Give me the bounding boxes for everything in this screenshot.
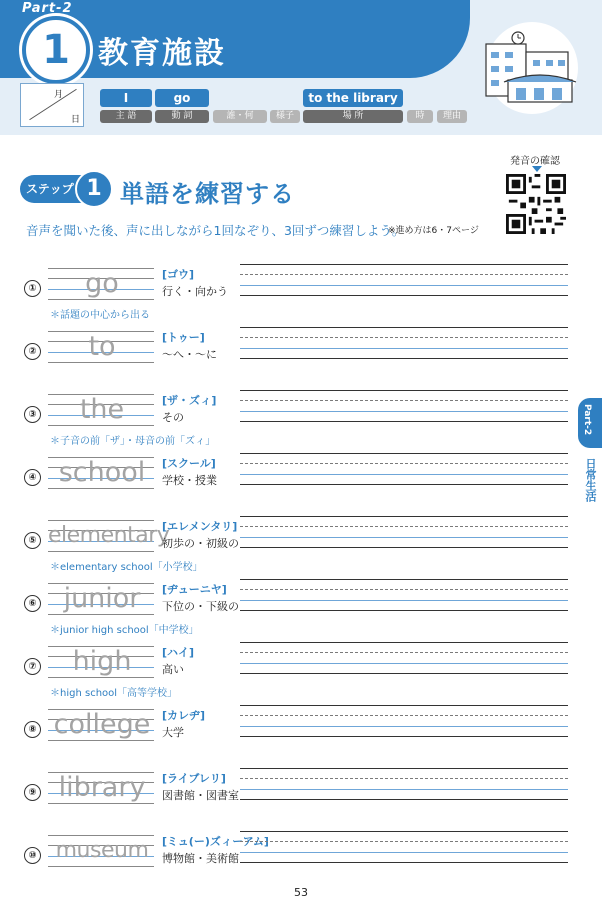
meaning: 大学 [162, 726, 184, 739]
practice-lines[interactable] [240, 831, 568, 871]
day-label: 日 [71, 115, 81, 125]
row-number: ② [24, 343, 41, 360]
qr-label: 発音の確認 [510, 156, 560, 167]
word-row [0, 573, 602, 636]
meaning: 行く・向かう [162, 285, 228, 298]
meaning: 図書館・図書室 [162, 789, 239, 802]
sentence-label-place: 場 所 [303, 110, 403, 123]
practice-lines[interactable] [240, 642, 568, 682]
row-number: ③ [24, 406, 41, 423]
pronunciation: [ミュ(ー)ズィーアム] [162, 835, 269, 848]
row-number: ⑨ [24, 784, 41, 801]
pronunciation: [ゴウ] [162, 268, 195, 281]
word-row [0, 321, 602, 381]
practice-lines[interactable] [240, 579, 568, 619]
word-row [0, 636, 602, 699]
trace-word: museum [55, 838, 149, 863]
meaning: 学校・授業 [162, 474, 217, 487]
meaning: その [162, 411, 184, 424]
row-number: ⑤ [24, 532, 41, 549]
word-row [0, 762, 602, 822]
practice-lines[interactable] [240, 705, 568, 745]
step-title: 単語を練習する [120, 180, 295, 208]
trace-word: school [58, 457, 146, 488]
pronunciation: [カレヂ] [162, 709, 206, 722]
word-row [0, 825, 602, 885]
sentence-label-subject: 主 語 [100, 110, 152, 123]
date-box[interactable] [20, 83, 84, 127]
trace-word: the [79, 394, 125, 425]
page-title: 教育施設 [98, 36, 226, 71]
word-row [0, 510, 602, 573]
row-number: ⑦ [24, 658, 41, 675]
instruction-note: ※進め方は6・7ページ [388, 226, 479, 236]
practice-lines[interactable] [240, 264, 568, 304]
practice-lines[interactable] [240, 453, 568, 493]
word-note: ＊elementary school「小学校」 [50, 562, 203, 573]
meaning: 博物館・美術館 [162, 852, 239, 865]
trace-word: go [85, 268, 119, 299]
row-number: ④ [24, 469, 41, 486]
lesson-number: 1 [22, 16, 90, 84]
pronunciation: [ライブレリ] [162, 772, 226, 785]
trace-word: college [53, 709, 151, 740]
sentence-word-verb: go [155, 89, 209, 107]
meaning: 〜へ・〜に [162, 348, 217, 361]
pronunciation: [ヂューニヤ] [162, 583, 227, 596]
step-label: ステップ [26, 182, 74, 196]
word-row [0, 699, 602, 759]
sentence-word-subject: I [100, 89, 152, 107]
practice-lines[interactable] [240, 768, 568, 808]
step-number: 1 [75, 170, 113, 208]
word-row [0, 447, 602, 507]
sentence-word-place: to the library [303, 89, 403, 107]
qr-arrow-icon [532, 166, 542, 172]
side-tab [578, 398, 602, 588]
row-number: ⑩ [24, 847, 41, 864]
word-row [0, 384, 602, 447]
meaning: 高い [162, 663, 184, 676]
trace-word: junior [63, 583, 141, 614]
pronunciation: [スクール] [162, 457, 216, 470]
side-tab-part: Part-2 [578, 398, 602, 448]
part-label: Part-2 [22, 1, 73, 16]
side-tab-label: 日常生活 [584, 458, 597, 502]
trace-word: to [88, 331, 116, 362]
pronunciation: [ハイ] [162, 646, 195, 659]
date-divider [29, 89, 77, 120]
practice-lines[interactable] [240, 516, 568, 556]
sentence-label-time: 時 [407, 110, 433, 123]
pronunciation: [トゥー] [162, 331, 205, 344]
row-number: ⑥ [24, 595, 41, 612]
word-note: ＊話題の中心から出る [50, 310, 150, 321]
sentence-label-manner: 様子 [270, 110, 300, 123]
word-row [0, 258, 602, 321]
pronunciation: [ザ・ズィ] [162, 394, 217, 407]
qr-code-icon[interactable] [506, 174, 566, 234]
row-number: ① [24, 280, 41, 297]
meaning: 初歩の・初級の [162, 537, 239, 550]
word-note: ＊子音の前「ザ」・母音の前「ズィ」 [50, 436, 216, 447]
word-note: ＊high school「高等学校」 [50, 688, 178, 699]
word-note: ＊junior high school「中学校」 [50, 625, 199, 636]
sentence-label-reason: 理由 [437, 110, 467, 123]
trace-word: library [58, 772, 146, 803]
trace-word: elementary [48, 523, 170, 548]
row-number: ⑧ [24, 721, 41, 738]
sentence-label-verb: 動 詞 [155, 110, 209, 123]
practice-lines[interactable] [240, 390, 568, 430]
instruction-text: 音声を聞いた後、声に出しながら1回なぞり、3回ずつ練習しよう。 [26, 223, 405, 238]
practice-lines[interactable] [240, 327, 568, 367]
sentence-label-object: 誰・何 [213, 110, 267, 123]
pronunciation: [エレメンタリ] [162, 520, 238, 533]
page-number: 53 [294, 886, 308, 899]
header [0, 0, 602, 135]
trace-word: high [72, 646, 132, 677]
school-building-illustration [478, 22, 586, 114]
month-label: 月 [54, 90, 64, 100]
meaning: 下位の・下級の [162, 600, 239, 613]
